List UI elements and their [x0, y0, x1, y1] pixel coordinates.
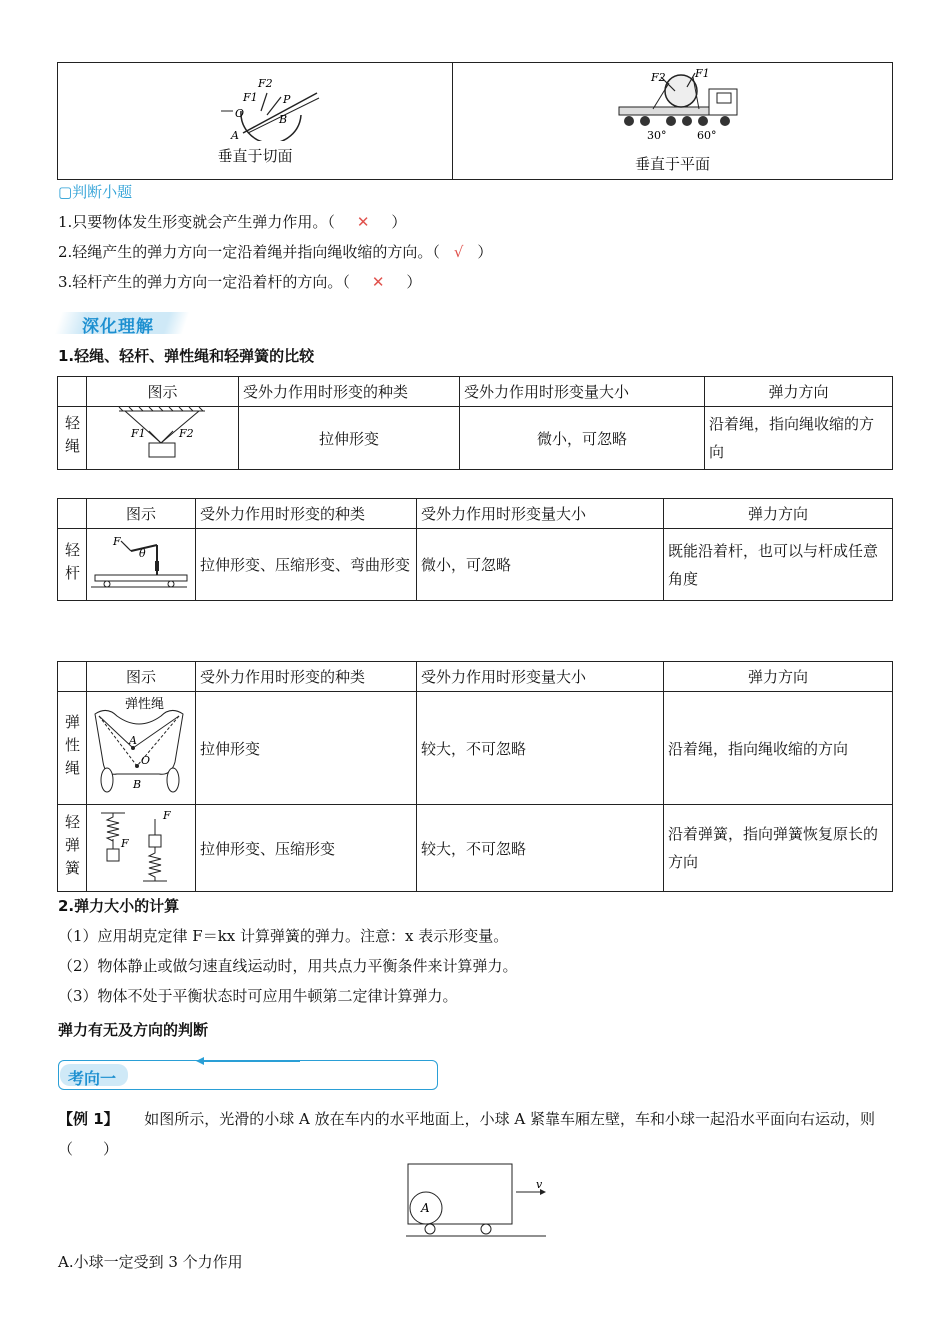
spring-size: 较大，不可忽略 — [417, 805, 664, 892]
svg-text:A: A — [129, 734, 137, 747]
rope-table — [57, 376, 893, 470]
label-o: O — [235, 107, 245, 120]
rope-type: 拉伸形变 — [239, 407, 460, 470]
deep-banner-text: 深化理解 — [82, 317, 154, 337]
rod-size: 微小，可忽略 — [417, 529, 664, 601]
rod-type: 拉伸形变、压缩形变、弯曲形变 — [196, 529, 417, 601]
spring-direction: 沿着弹簧，指向弹簧恢复原长的方向 — [664, 805, 893, 892]
tab-label: 考向一 — [68, 1069, 117, 1088]
quiz-item-2: 2.轻绳产生的弹力方向一定沿着绳并指向绳收缩的方向。（ √ ） — [58, 243, 493, 261]
header-direction: 弹力方向 — [705, 377, 893, 407]
header-figure: 图示 — [87, 377, 239, 407]
svg-text:F: F — [163, 809, 171, 822]
label-60deg: 60° — [697, 129, 717, 141]
cross-mark: ✕ — [356, 213, 370, 231]
elastic-type: 拉伸形变 — [196, 692, 417, 805]
svg-text:θ: θ — [139, 546, 146, 560]
rope-direction: 沿着绳，指向绳收缩的方向 — [705, 407, 893, 470]
svg-text:弹性绳: 弹性绳 — [125, 697, 165, 712]
header-figure: 图示 — [87, 499, 196, 529]
top-table — [57, 62, 893, 180]
cross-mark: ✕ — [371, 273, 385, 291]
rope-figure — [87, 407, 239, 470]
label-30deg: 30° — [647, 129, 667, 141]
tab-arrow — [200, 1061, 300, 1062]
header-figure: 图示 — [87, 662, 196, 692]
header-size: 受外力作用时形变量大小 — [417, 662, 664, 692]
right-caption: 垂直于平面 — [634, 155, 710, 173]
calc-item-2: （2）物体静止或做匀速直线运动时，用共点力平衡条件来计算弹力。 — [58, 957, 518, 975]
svg-text:F: F — [113, 534, 121, 548]
elastic-figure — [87, 692, 196, 805]
quiz-item-3: 3.轻杆产生的弹力方向一定沿着杆的方向。（ ✕ ） — [58, 273, 422, 291]
top-left-cell — [58, 63, 453, 180]
svg-text:O: O — [141, 754, 151, 767]
example-tag: 【例 1】 — [58, 1110, 119, 1128]
rod-direction: 既能沿着杆，也可以与杆成任意角度 — [664, 529, 893, 601]
option-a: A.小球一定受到 3 个力作用 — [58, 1253, 243, 1271]
elastic-table — [57, 661, 893, 892]
spring-type: 拉伸形变、压缩形变 — [196, 805, 417, 892]
label-a: A — [231, 129, 239, 141]
label-p: P — [283, 93, 291, 106]
svg-text:F: F — [121, 837, 129, 850]
quiz-item-1: 1.只要物体发生形变就会产生弹力作用。（ ✕ ） — [58, 213, 407, 231]
svg-text:F1: F1 — [131, 427, 146, 440]
heading-comparison: 1.轻绳、轻杆、弹性绳和轻弹簧的比较 — [58, 347, 315, 365]
rod-figure — [87, 529, 196, 601]
example-text — [58, 1104, 894, 1164]
rod-table — [57, 498, 893, 601]
header-direction: 弹力方向 — [664, 662, 893, 692]
spring-figure — [87, 805, 196, 892]
header-type: 受外力作用时形变的种类 — [196, 499, 417, 529]
tab-arrow-head-icon — [196, 1057, 204, 1065]
section-title: 弹力有无及方向的判断 — [58, 1021, 209, 1039]
header-direction: 弹力方向 — [664, 499, 893, 529]
top-right-cell — [453, 63, 893, 180]
left-caption: 垂直于切面 — [217, 147, 293, 165]
label-f2: F2 — [651, 71, 666, 84]
label-f1: F1 — [695, 67, 710, 80]
tangent-diagram — [213, 71, 333, 141]
svg-text:B: B — [133, 778, 142, 791]
row-name-elastic: 弹性绳 — [58, 692, 87, 805]
calc-item-3: （3）物体不处于平衡状态时可应用牛顿第二定律计算弹力。 — [58, 987, 458, 1005]
truck-diagram — [613, 65, 743, 141]
header-type: 受外力作用时形变的种类 — [239, 377, 460, 407]
car-diagram — [400, 1160, 550, 1240]
row-name-spring: 轻弹簧 — [58, 805, 87, 892]
calc-item-1: （1）应用胡克定律 F＝kx 计算弹簧的弹力。注意：x 表示形变量。 — [58, 927, 509, 945]
check-mark: √ — [453, 243, 464, 261]
header-size: 受外力作用时形变量大小 — [417, 499, 664, 529]
svg-text:F2: F2 — [179, 427, 194, 440]
header-type: 受外力作用时形变的种类 — [196, 662, 417, 692]
label-b: B — [279, 113, 288, 126]
row-name-rope: 轻绳 — [58, 407, 87, 470]
elastic-direction: 沿着绳，指向绳收缩的方向 — [664, 692, 893, 805]
quiz-title: ▢判断小题 — [58, 183, 133, 201]
row-name-rod: 轻杆 — [58, 529, 87, 601]
heading-calc: 2.弹力大小的计算 — [58, 897, 180, 915]
elastic-size: 较大，不可忽略 — [417, 692, 664, 805]
header-size: 受外力作用时形变量大小 — [460, 377, 705, 407]
label-f1: F1 — [243, 91, 258, 104]
label-f2: F2 — [258, 77, 273, 90]
velocity-label: v — [536, 1178, 543, 1191]
rope-size: 微小，可忽略 — [460, 407, 705, 470]
ball-label: A — [421, 1201, 430, 1215]
example-body: 如图所示，光滑的小球 A 放在车内的水平地面上，小球 A 紧靠车厢左壁，车和小球一起沿水平面向右运动，则（ ） — [58, 1110, 875, 1158]
